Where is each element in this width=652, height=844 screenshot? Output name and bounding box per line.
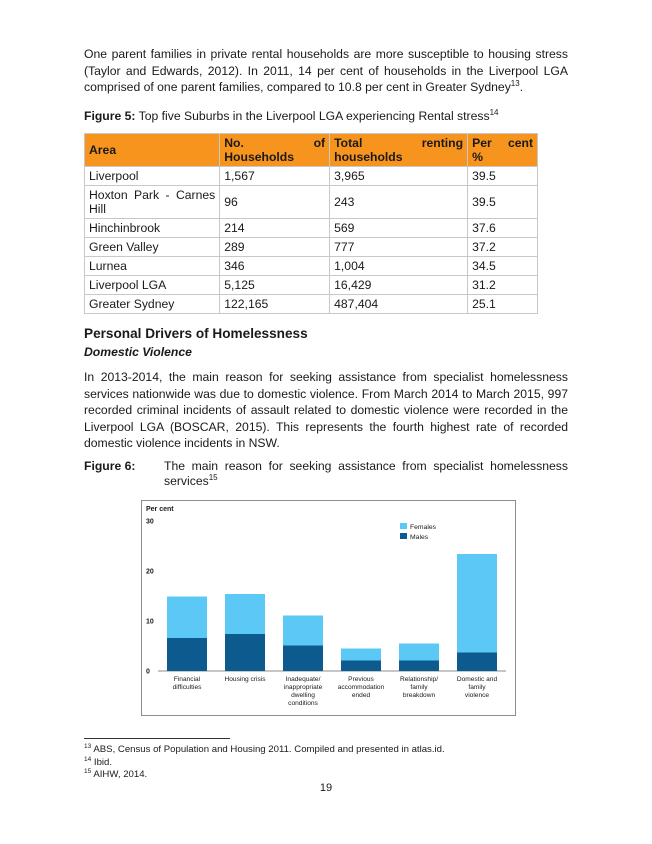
x-tick-label: Inadequate/ [285, 676, 321, 683]
chart-svg [142, 501, 515, 715]
bar-females [283, 616, 323, 646]
table-header-row [85, 134, 538, 167]
x-tick-label: inappropriate [283, 684, 323, 691]
intro-paragraph: One parent families in private rental households are more susceptible to housing stress (Taylor and Edwards, 2012). In 2011, 14 per cent of households in the Liverpool LGA comprised of one parent families, compared to 10.8 per cent in Greater Sydney$^{13}$. [84, 47, 568, 95]
header-total-renting: Total renting households [330, 134, 468, 167]
x-tick-label: Financial [173, 676, 201, 683]
table-row: Greater Sydney 122,165 487,404 25.1 [85, 295, 538, 314]
legend-swatch [400, 533, 407, 539]
x-tick-label: conditions [288, 700, 318, 707]
bar-males [457, 653, 497, 672]
domestic-violence-paragraph: In 2013-2014, the main reason for seeking assistance from specialist homelessness services nationwide was due to domestic violence. From March 2014 to March 2015, 997 recorded criminal incidents of assault related to domestic violence were recorded in the Liverpool LGA (BOSCAR, 2015). This represents the fourth highest rate of recorded domestic violence incidents in NSW. [84, 370, 568, 451]
table-row: Hoxton Park - Carnes Hill 96 243 39.5 [85, 186, 538, 219]
legend-label: Males [410, 534, 429, 541]
table-row: Green Valley 289 777 37.2 [85, 238, 538, 257]
bar-females [225, 594, 265, 634]
table-row: Liverpool 1,567 3,965 39.5 [85, 167, 538, 186]
y-tick-label: 0 [146, 668, 150, 676]
bar-males [167, 638, 207, 671]
x-tick-label: breakdown [402, 692, 436, 699]
y-tick-label: 20 [146, 568, 154, 576]
bar-females [167, 597, 207, 639]
x-tick-label: Housing crisis [224, 676, 266, 683]
x-tick-label: difficulties [172, 684, 202, 691]
rental-stress-table [84, 133, 538, 314]
section-subheading: Domestic Violence [84, 345, 192, 359]
table-row: Liverpool LGA 5,125 16,429 31.2 [85, 276, 538, 295]
section-heading: Personal Drivers of Homelessness [84, 326, 308, 341]
bar-males [341, 661, 381, 672]
footnote-14: $^{14}$ Ibid. [84, 755, 113, 768]
y-tick-label: 30 [146, 518, 154, 526]
x-tick-label: dwelling [291, 692, 315, 699]
footnote-divider [84, 738, 230, 739]
x-tick-label: violence [464, 692, 490, 699]
x-tick-label: ended [351, 692, 371, 699]
x-tick-label: accommodation [337, 684, 385, 691]
figure5-caption: Figure 5: Top five Suburbs in the Liverpool LGA experiencing Rental stress$^{14}$ [84, 107, 499, 123]
header-households: No. of Households [220, 134, 330, 167]
y-tick-label: 10 [146, 618, 154, 626]
bar-males [225, 634, 265, 671]
page-number: 19 [319, 782, 333, 794]
y-axis-title: Per cent [146, 506, 174, 513]
x-tick-label: family [410, 684, 428, 691]
footnote-ref-13: 13 [510, 79, 520, 89]
x-tick-label: Domestic and [456, 676, 498, 683]
footnote-15: $^{15}$ AIHW, 2014. [84, 767, 148, 780]
header-per-cent: Per cent % [468, 134, 538, 167]
footnote-ref-14: 14 [489, 107, 499, 117]
legend-label: Females [410, 524, 437, 531]
legend-swatch [400, 523, 407, 529]
bar-females [457, 554, 497, 653]
homelessness-reasons-chart [141, 500, 516, 716]
bar-females [341, 649, 381, 661]
x-tick-label: Relationship/ [399, 676, 439, 683]
footnote-ref-15: 15 [208, 472, 218, 482]
bar-females [399, 644, 439, 661]
footnote-13: $^{13}$ ABS, Census of Population and Housing 2011. Compiled and presented in atlas.id. [84, 742, 445, 755]
table-row: Lurnea 346 1,004 34.5 [85, 257, 538, 276]
x-tick-label: Previous [348, 676, 374, 683]
bar-males [283, 646, 323, 672]
document-page: One parent families in private rental households are more susceptible to housing stress (Taylor and Edwards, 2012). In 2011, 14 per cent of households in the Liverpool LGA comprised of one parent families, compared to 10.8 per cent in Greater Sydney$^{13}$. Figure 5: Top five Suburbs in the Liverpool LGA experiencing Rental stress$^{14}$ Area No. of Households Total renting households Per cent % Liverpool 1,567 3,965 39.5 Hoxton Park - Carnes Hill 96 243 39.5 Hinchinbrook 214 569 37.6 Green Valley 289 777 37.2 Lurnea 346 1,004 34.5 Liverpool LGA 5,125 16,429 31.2 Greater Sydney 122,165 487,404 25.1 Personal Drivers of Homelessness Domestic Violence In 2013-2014, the main reason for seeking assistance from specialist homelessness services nationwide was due to domestic violence. From March 2014 to March 2015, 997 recorded criminal incidents of assault related to domestic violence were recorded in the Liverpool LGA (BOSCAR, 2015). This represents the fourth highest rate of recorded domestic violence incidents in NSW. Figure 6: The main reason for seeking assistance from specialist homelessness services$^{15}$ Per cent 0 10 20 30 Financial difficulties Housing crisis Inadequate/ inappropriate dwelling conditions Previous accommodation ended Relationship/ family breakdown Domestic and family violence Females Males $^{13}$ ABS, Census of Population and Housing 2011. Compiled and presented in atlas.id. $^{14}$ Ibid. $^{15}$ AIHW, 2014. 19 [0, 0, 652, 844]
table-row: Hinchinbrook 214 569 37.6 [85, 219, 538, 238]
bar-males [399, 661, 439, 672]
header-area: Area [85, 134, 220, 167]
x-tick-label: family [468, 684, 486, 691]
